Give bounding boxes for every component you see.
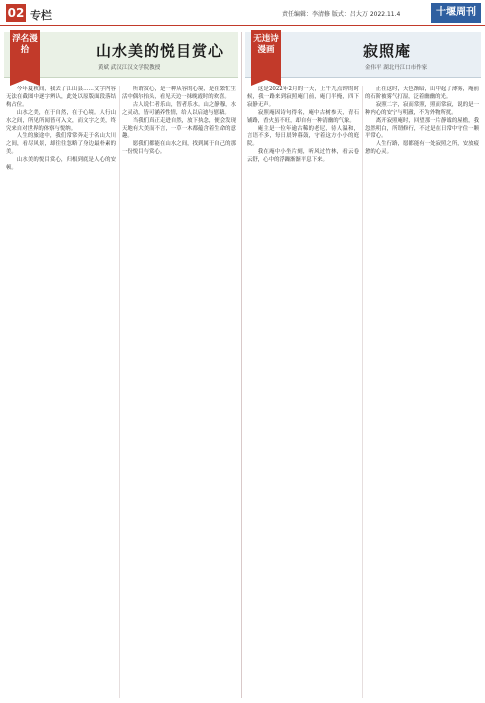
paragraph: 所谓赏心，是一种从容的心境，是在繁忙生活中偶尔抬头，看见天边一抹晚霞时的欢喜。	[122, 86, 236, 100]
paragraph: 正在这时，天色渐暗，山中起了薄雾，庵前的石阶被雾气打湿，泛着幽幽的光。	[365, 86, 479, 100]
left-article-title: 山水美的悦目赏心	[96, 42, 225, 60]
right-column-badge: 无违诗漫画	[251, 30, 281, 80]
paragraph: 人生行路，愿都能有一处寂照之所，安放疲惫的心灵。	[365, 141, 479, 156]
left-column-badge: 浮名漫拾	[10, 30, 40, 80]
paragraph: 我在庵中小坐片刻，听风过竹林，看云卷云舒，心中的浮躁渐渐平息下来。	[247, 149, 359, 164]
paragraph: 山水之美，在于自然，在于心境。人行山水之间，所见所闻皆可入文，而文字之美，终究来自对世界的体察与悦纳。	[6, 109, 116, 132]
left-title-box	[4, 32, 238, 78]
left-article-body	[4, 86, 238, 700]
paragraph: 离开寂照庵时，回望那一片静谧的屋檐，我忽然明白，所谓修行，不过是在日常中守住一颗平常心。	[365, 117, 479, 140]
paragraph: 庵主是一位年逾古稀的老尼，待人温和，言语不多，每日晨钟暮鼓，守着这方小小的庭院。	[247, 125, 359, 148]
right-body-column-2	[365, 86, 479, 700]
left-article-byline: 黄斌 武汉江汉文学院教授	[98, 65, 161, 71]
article-divider	[241, 32, 242, 698]
paragraph: 愿我们都能在山水之间，找到属于自己的那一份悦目与赏心。	[122, 141, 236, 156]
paper-masthead: 十堰周刊	[431, 3, 481, 23]
left-article	[4, 32, 238, 700]
paragraph: 这是2022年2月的一天，上午九点钟的时候，我一路来到寂照庵门前，庵门半掩，四下寂静无声。	[247, 86, 359, 108]
paragraph: 山水美的悦目赏心，归根到底是人心的安顿。	[6, 157, 116, 172]
right-article-title: 寂照庵	[363, 42, 412, 60]
paragraph: 寂照庵因诗句得名，庵中古树参天，青石铺路，香火虽不旺，却自有一种清幽的气象。	[247, 109, 359, 124]
paragraph: 寂照二字，寂而常照，照而常寂，说的是一种内心的安宁与明澈，不为外物所扰。	[365, 101, 479, 116]
issue-info: 责任编辑：李清修 版式：吕大万 2022.11.4	[282, 11, 401, 18]
right-article-byline: 金伟平 湖北丹江口市作家	[365, 65, 428, 71]
right-title-box	[245, 32, 481, 78]
page-number: 02	[7, 6, 25, 20]
paragraph: 古人说仁者乐山，智者乐水。山之静穆，水之灵动，皆可涵养性情，给人以启迪与慰藉。	[122, 101, 236, 116]
paragraph: 今年夏秋间，我去了江山县……文字内容无法在截图中逐字辨认，此处以原版面段落结构占位。	[6, 86, 116, 108]
section-name: 专栏	[30, 9, 52, 22]
right-body-column-1	[247, 86, 359, 700]
right-article-body	[245, 86, 481, 700]
left-body-column-1	[6, 86, 116, 700]
right-article	[245, 32, 481, 700]
page-header	[0, 0, 485, 26]
left-body-column-2	[122, 86, 236, 700]
paragraph: 人生的旅途中，我们常常奔走于名山大川之间，看尽风景，却往往忽略了身边最朴素的美。	[6, 133, 116, 156]
paragraph: 当我们真正走进自然，放下执念，便会发现天地有大美而不言，一草一木都蕴含着生命的意趣。	[122, 117, 236, 140]
